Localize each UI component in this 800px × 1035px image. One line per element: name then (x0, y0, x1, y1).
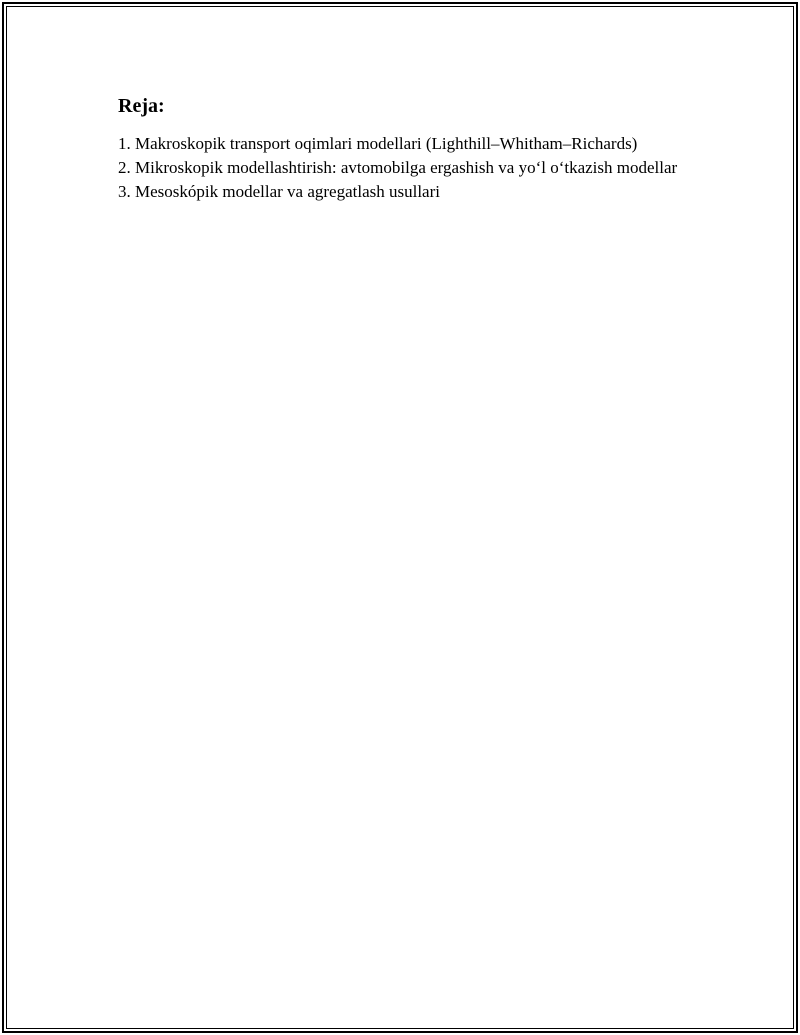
plan-item: 1. Makroskopik transport oqimlari modellari (Lighthill–Whitham–Richards) (118, 134, 638, 153)
plan-item: 2. Mikroskopik modellashtirish: avtomobilga ergashish va yo‘l o‘tkazish modellar (118, 158, 678, 177)
plan-item: 3. Mesoskópik modellar va agregatlash usullari (118, 182, 440, 201)
document-body (118, 92, 688, 204)
plan-heading: Reja: (118, 95, 165, 117)
plan-list (118, 132, 688, 204)
